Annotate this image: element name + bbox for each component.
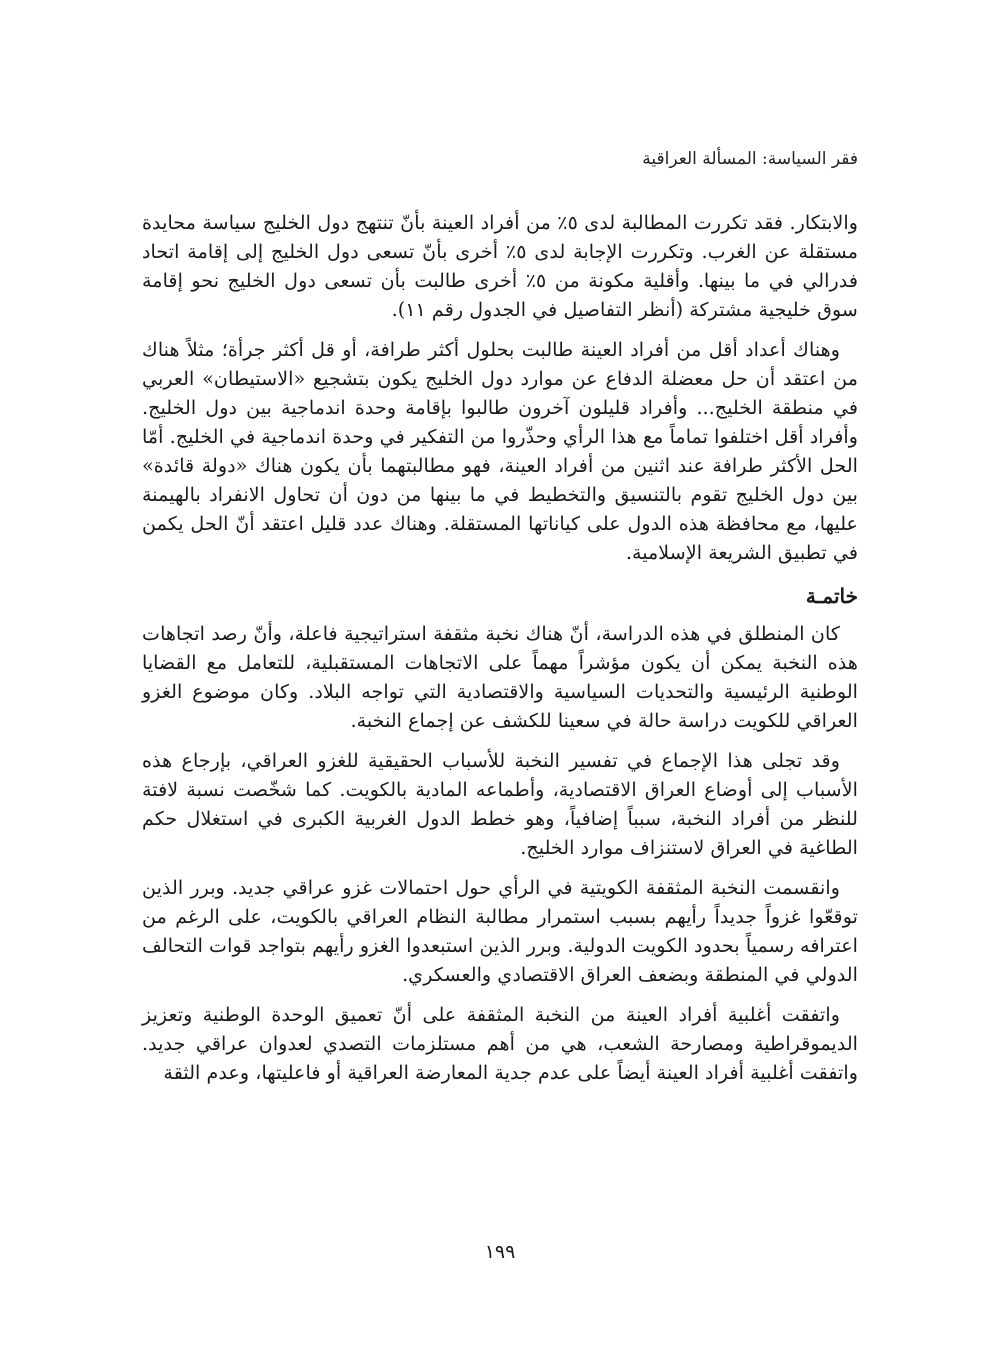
page-number: ١٩٩ [484,1241,516,1263]
conclusion-paragraph-2: وقد تجلى هذا الإجماع في تفسير النخبة للأسباب الحقيقية للغزو العراقي، بإرجاع هذه الأسباب إلى أوضاع العراق الاقتصادية، وأطماعه المادية بالكويت. كما شخّصت نسبة لافتة للنظر من أفراد النخبة، سبباً إضافياً، وهو خطط الدول الغربية الكبرى في استغلال حكم الطاغية في العراق لاستنزاف موارد الخليج. [142,749,858,859]
body-text [142,208,858,1098]
section-heading-conclusion: خاتمـة [805,584,858,608]
running-header: فقر السياسة: المسألة العراقية [642,149,858,169]
paragraph-2: وهناك أعداد أقل من أفراد العينة طالبت بحلول أكثر طرافة، أو قل أكثر جرأة؛ مثلاً هناك من اعتقد أن حل معضلة الدفاع عن موارد دول الخليج يكون بتشجيع «الاستيطان» العربي في منطقة الخليج... وأفراد قليلون آخرون طالبوا بإقامة وحدة اندماجية بين دول الخليج. وأفراد أقل اختلفوا تماماً مع هذا الرأي وحذّروا من التفكير في وحدة اندماجية في الخليج. أمّا الحل الأكثر طرافة عند اثنين من أفراد العينة، فهو مطالبتهما بأن يكون هناك «دولة قائدة» بين دول الخليج تقوم بالتنسيق والتخطيط في ما بينها من دون أن تحاول الانفراد بالهيمنة عليها، مع محافظة هذه الدول على كياناتها المستقلة. وهناك عدد قليل اعتقد أنّ الحل يكمن في تطبيق الشريعة الإسلامية. [142,338,858,564]
conclusion-paragraph-1: كان المنطلق في هذه الدراسة، أنّ هناك نخبة مثقفة استراتيجية فاعلة، وأنّ رصد اتجاهات هذه النخبة يمكن أن يكون مؤشراً مهماً على الاتجاهات المستقبلية، للتعامل مع القضايا الوطنية الرئيسية والتحديات السياسية والاقتصادية التي تواجه البلاد. وكان موضوع الغزو العراقي للكويت دراسة حالة في سعينا للكشف عن إجماع النخبة. [142,622,858,732]
conclusion-paragraph-3: وانقسمت النخبة المثقفة الكويتية في الرأي حول احتمالات غزو عراقي جديد. وبرر الذين توقعّوا غزواً جديداً رأيهم بسبب استمرار مطالبة النظام العراقي بالكويت، على الرغم من اعترافه رسمياً بحدود الكويت الدولية. وبرر الذين استبعدوا الغزو رأيهم بتواجد قوات التحالف الدولي في المنطقة وبضعف العراق الاقتصادي والعسكري. [142,876,858,986]
paragraph-1: والابتكار. فقد تكررت المطالبة لدى ٥٪ من أفراد العينة بأنّ تنتهج دول الخليج سياسة محايدة مستقلة عن الغرب. وتكررت الإجابة لدى ٥٪ أخرى بأنّ تسعى دول الخليج إلى إقامة اتحاد فدرالي في ما بينها. وأقلية مكونة من ٥٪ أخرى طالبت بأن تسعى دول الخليج نحو إقامة سوق خليجية مشتركة (أنظر التفاصيل في الجدول رقم ١١). [142,211,858,321]
conclusion-paragraph-4: واتفقت أغلبية أفراد العينة من النخبة المثقفة على أنّ تعميق الوحدة الوطنية وتعزيز الديموقراطية ومصارحة الشعب، هي من أهم مستلزمات التصدي لعدوان عراقي جديد. واتفقت أغلبية أفراد العينة أيضاً على عدم جدية المعارضة العراقية أو فاعليتها، وعدم الثقة [142,1003,858,1084]
